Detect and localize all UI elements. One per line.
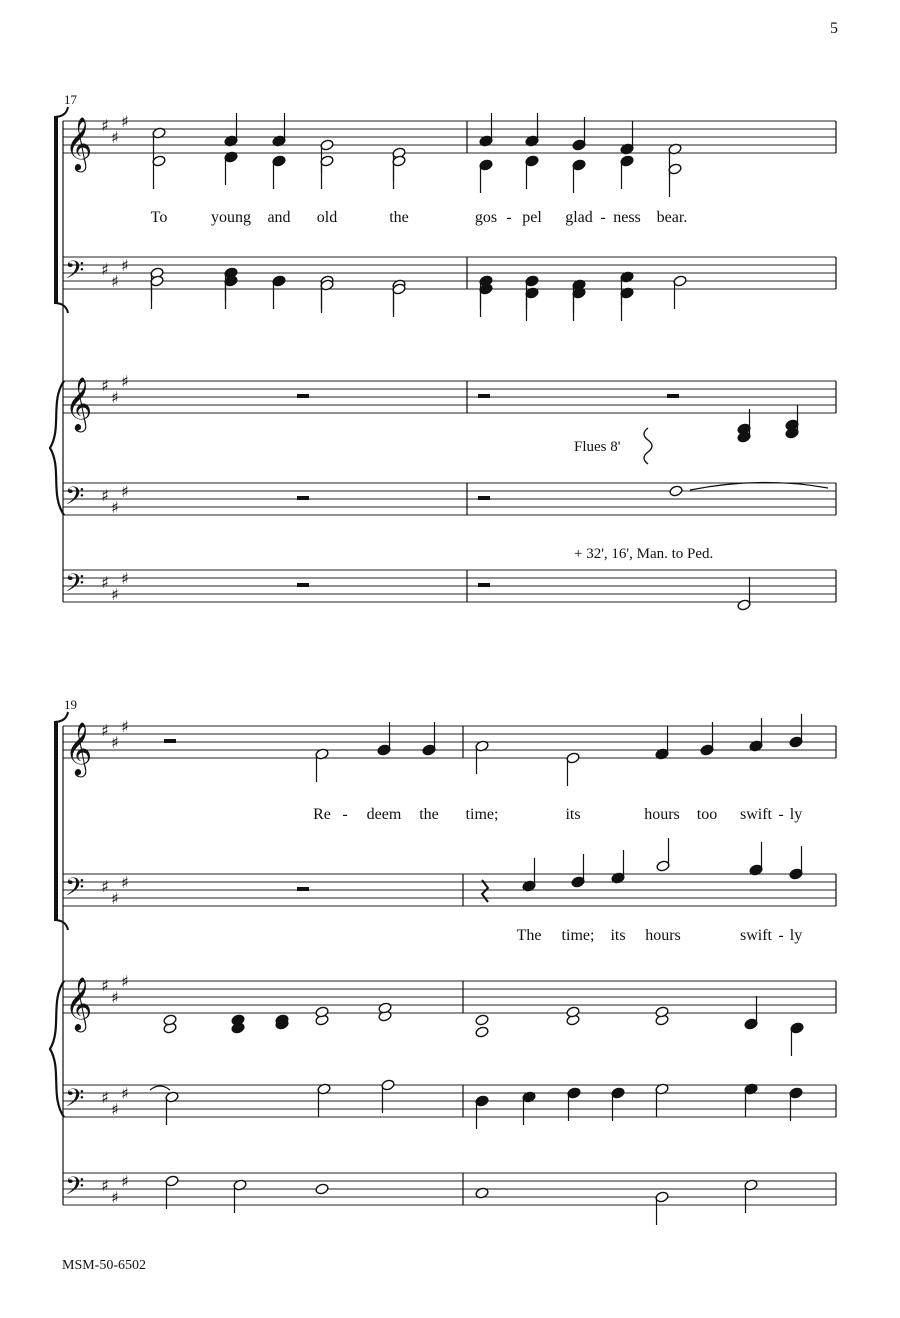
tie-arc — [150, 1086, 170, 1090]
sharp-icon: ♯ — [111, 128, 119, 147]
bass-clef-icon: 𝄢 — [65, 256, 85, 291]
lyric-hyphen: - — [778, 927, 784, 944]
half-rest-icon — [297, 394, 309, 398]
sharp-icon: ♯ — [121, 717, 129, 736]
sharp-icon: ♯ — [101, 1088, 109, 1107]
lyric-syllable: too — [696, 806, 718, 823]
bass-clef-icon: 𝄢 — [65, 482, 85, 517]
lyric-syllable: the — [389, 209, 409, 226]
bass-clef-icon: 𝄢 — [65, 1172, 85, 1207]
arpeggio-mark — [644, 428, 652, 464]
bass-clef-icon: 𝄢 — [65, 1084, 85, 1119]
organ-brace — [50, 981, 64, 1117]
lyric-syllable: Re — [313, 806, 331, 823]
lyric-syllable: its — [610, 927, 626, 944]
sharp-icon: ♯ — [111, 498, 119, 517]
sharp-icon: ♯ — [121, 256, 129, 275]
lyric-syllable: bear. — [656, 209, 688, 226]
sharp-icon: ♯ — [121, 112, 129, 131]
measure-number-19: 19 — [64, 697, 77, 712]
sharp-icon: ♯ — [121, 1084, 129, 1103]
choir-bracket — [54, 303, 68, 313]
lyric-hyphen: - — [342, 806, 348, 823]
lyric-syllable: ly — [789, 927, 803, 944]
lyric-syllable: old — [316, 209, 338, 226]
lyric-syllable: The — [516, 927, 542, 944]
sharp-icon: ♯ — [121, 372, 129, 391]
lyric-syllable: ness — [613, 209, 641, 226]
catalog-number: MSM-50-6502 — [62, 1258, 147, 1273]
lyric-syllable: and — [267, 209, 291, 226]
lyric-hyphen: - — [600, 209, 606, 226]
page-number: 5 — [830, 20, 838, 37]
pedal-registration-marking: + 32', 16', Man. to Ped. — [574, 546, 714, 562]
lyric-syllable: pel — [522, 209, 542, 226]
lyric-syllable: time; — [465, 806, 499, 823]
sharp-icon: ♯ — [121, 569, 129, 588]
lyric-syllable: time; — [561, 927, 595, 944]
note-head — [669, 485, 683, 497]
sharp-icon: ♯ — [111, 585, 119, 604]
quarter-rest-icon — [482, 880, 488, 902]
sharp-icon: ♯ — [111, 388, 119, 407]
organ-brace — [50, 381, 64, 515]
half-rest-icon — [667, 394, 679, 398]
sharp-icon: ♯ — [111, 1100, 119, 1119]
lyric-syllable: glad — [565, 209, 593, 226]
sharp-icon: ♯ — [111, 733, 119, 752]
note-head — [315, 1183, 329, 1195]
treble-clef-icon: 𝄞 — [65, 976, 93, 1030]
measure-number-17: 17 — [64, 92, 77, 107]
sharp-icon: ♯ — [101, 116, 109, 135]
lyric-syllable: deem — [366, 806, 402, 823]
lyric-syllable: swift — [740, 806, 772, 823]
half-rest-icon — [478, 583, 490, 587]
treble-clef-icon: 𝄞 — [65, 376, 93, 430]
half-rest-icon — [478, 394, 490, 398]
sharp-icon: ♯ — [111, 1188, 119, 1207]
half-rest-icon — [478, 496, 490, 500]
sharp-icon: ♯ — [101, 260, 109, 279]
note-head — [475, 1026, 489, 1038]
sharp-icon: ♯ — [111, 272, 119, 291]
lyric-syllable: hours — [644, 806, 680, 823]
treble-clef-icon: 𝄞 — [65, 721, 93, 775]
sharp-icon: ♯ — [101, 376, 109, 395]
sharp-icon: ♯ — [101, 976, 109, 995]
sharp-icon: ♯ — [111, 889, 119, 908]
lyric-syllable: young — [211, 209, 251, 226]
sharp-icon: ♯ — [121, 482, 129, 501]
lyric-syllable: gos — [474, 209, 498, 226]
lyric-hyphen: - — [506, 209, 512, 226]
bass-clef-icon: 𝄢 — [65, 873, 85, 908]
sharp-icon: ♯ — [101, 721, 109, 740]
tie-arc — [690, 482, 828, 490]
sharp-icon: ♯ — [101, 486, 109, 505]
lyric-syllable: the — [419, 806, 439, 823]
lyric-syllable: ly — [789, 806, 803, 823]
half-rest-icon — [164, 739, 176, 743]
sharp-icon: ♯ — [121, 873, 129, 892]
bass-clef-icon: 𝄢 — [65, 569, 85, 604]
half-rest-icon — [297, 496, 309, 500]
half-rest-icon — [297, 887, 309, 891]
lyric-syllable: swift — [740, 927, 772, 944]
sharp-icon: ♯ — [121, 1172, 129, 1191]
lyric-hyphen: - — [778, 806, 784, 823]
lyric-syllable: To — [150, 209, 168, 226]
sharp-icon: ♯ — [111, 988, 119, 1007]
sharp-icon: ♯ — [101, 877, 109, 896]
sharp-icon: ♯ — [121, 972, 129, 991]
half-rest-icon — [297, 583, 309, 587]
choir-bracket — [54, 920, 68, 930]
sharp-icon: ♯ — [101, 573, 109, 592]
lyric-syllable: its — [565, 806, 581, 823]
sharp-icon: ♯ — [101, 1176, 109, 1195]
note-head — [475, 1014, 489, 1026]
treble-clef-icon: 𝄞 — [65, 116, 93, 170]
lyric-syllable: hours — [645, 927, 681, 944]
registration-marking: Flues 8' — [574, 439, 621, 455]
